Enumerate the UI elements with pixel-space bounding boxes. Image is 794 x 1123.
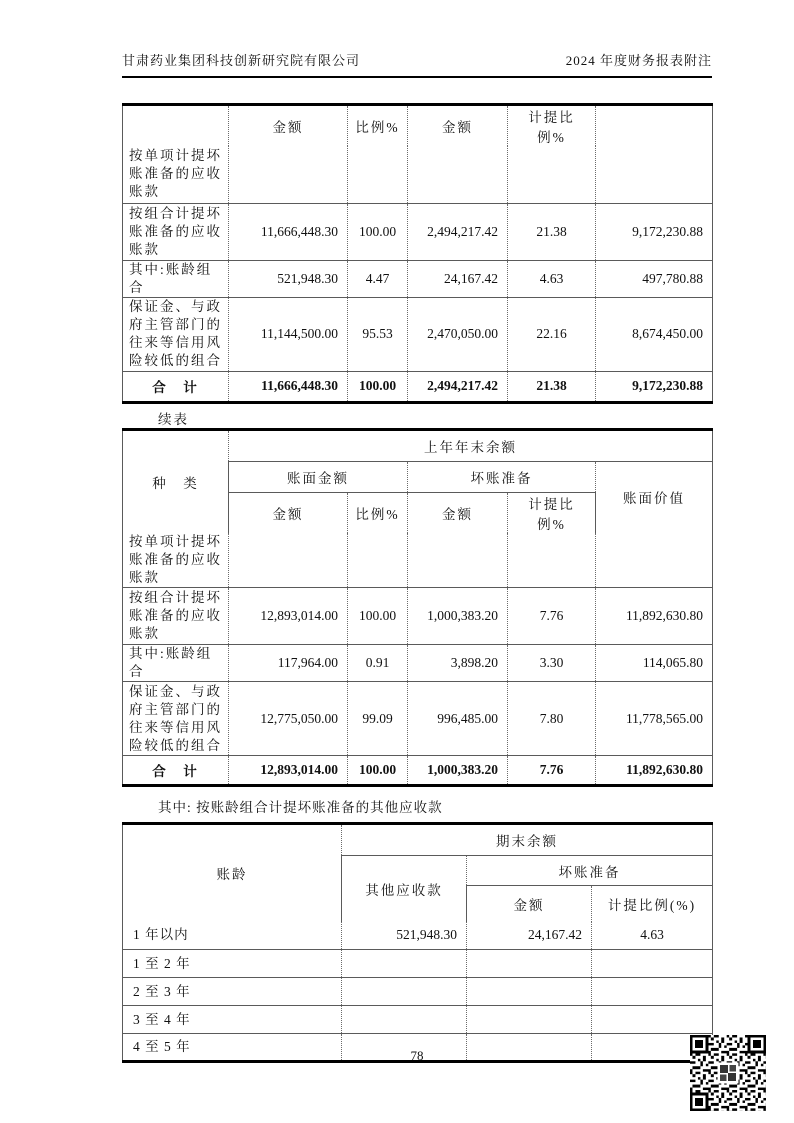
table-row [123, 588, 713, 645]
column-header-amount: 金额 [229, 492, 348, 533]
table-row [123, 645, 713, 682]
column-header-prior-yearend-balance: 上年年末余额 [229, 429, 713, 461]
row-label: 保证金、与政府主管部门的往来等信用风险较低的组合 [123, 297, 229, 371]
column-header-closing-balance: 期末余额 [342, 824, 713, 856]
cell-ratio: 3.30 [508, 645, 596, 682]
cell-amount: 9,172,230.88 [596, 371, 713, 402]
cell-ratio: 4.47 [348, 260, 408, 297]
cell-amount: 114,065.80 [596, 645, 713, 682]
running-header [122, 50, 712, 78]
table-header-row [123, 429, 713, 461]
cell-amount: 996,485.00 [408, 682, 508, 756]
column-header [596, 105, 713, 147]
row-label: 1 至 2 年 [123, 950, 342, 978]
cell-amount: 11,778,565.00 [596, 682, 713, 756]
cell-ratio: 4.63 [592, 922, 713, 950]
cell-ratio: 7.76 [508, 756, 596, 786]
cell-amount [467, 1006, 592, 1034]
column-header-ratio: 比例% [348, 492, 408, 533]
cell-amount [596, 146, 713, 203]
cell-amount: 11,666,448.30 [229, 203, 348, 260]
column-header-other-receivables: 其他应收款 [342, 856, 467, 922]
cell-ratio: 21.38 [508, 203, 596, 260]
cell-ratio [592, 978, 713, 1006]
table-header-row [123, 105, 713, 147]
qr-code [690, 1035, 766, 1111]
row-label-total: 合 计 [123, 756, 229, 786]
table-header-row [123, 824, 713, 856]
cell-amount [408, 533, 508, 588]
cell-amount: 12,893,014.00 [229, 588, 348, 645]
total-row [123, 756, 713, 786]
cell-ratio: 22.16 [508, 297, 596, 371]
cell-amount: 11,892,630.80 [596, 588, 713, 645]
column-header-provision-ratio: 计提比例% [508, 105, 596, 147]
cell-ratio: 4.63 [508, 260, 596, 297]
table-row [123, 682, 713, 756]
row-label: 按单项计提坏账准备的应收账款 [123, 533, 229, 588]
cell-ratio [348, 146, 408, 203]
cell-ratio: 95.53 [348, 297, 408, 371]
receivables-prior-yearend-table [122, 428, 713, 788]
cell-amount: 11,666,448.30 [229, 371, 348, 402]
cell-amount: 11,892,630.80 [596, 756, 713, 786]
row-label: 其中:账龄组合 [123, 260, 229, 297]
cell-ratio: 7.76 [508, 588, 596, 645]
table-row [123, 922, 713, 950]
cell-amount: 2,470,050.00 [408, 297, 508, 371]
column-header [123, 105, 229, 147]
cell-amount [342, 950, 467, 978]
cell-amount [408, 146, 508, 203]
cell-amount: 521,948.30 [229, 260, 348, 297]
cell-ratio: 100.00 [348, 203, 408, 260]
cell-ratio: 21.38 [508, 371, 596, 402]
cell-amount: 24,167.42 [408, 260, 508, 297]
cell-ratio: 7.80 [508, 682, 596, 756]
header-company: 甘肃药业集团科技创新研究院有限公司 [122, 53, 361, 68]
column-header-kind: 种 类 [123, 429, 229, 533]
table-row [123, 260, 713, 297]
column-header-amount: 金额 [408, 492, 508, 533]
column-header-aging: 账龄 [123, 824, 342, 922]
cell-amount [229, 533, 348, 588]
cell-amount: 12,775,050.00 [229, 682, 348, 756]
cell-amount: 3,898.20 [408, 645, 508, 682]
cell-amount [342, 978, 467, 1006]
table-row [123, 146, 713, 203]
table-row [123, 1006, 713, 1034]
row-label: 按组合计提坏账准备的应收账款 [123, 588, 229, 645]
column-header-amount: 金额 [408, 105, 508, 147]
cell-ratio [592, 1006, 713, 1034]
table-row [123, 297, 713, 371]
table-row [123, 203, 713, 260]
table-row [123, 533, 713, 588]
cell-ratio [508, 146, 596, 203]
cell-amount: 117,964.00 [229, 645, 348, 682]
cell-amount: 497,780.88 [596, 260, 713, 297]
cell-ratio: 100.00 [348, 371, 408, 402]
cell-ratio [508, 533, 596, 588]
cell-amount: 2,494,217.42 [408, 371, 508, 402]
cell-amount: 11,144,500.00 [229, 297, 348, 371]
cell-ratio [592, 950, 713, 978]
header-doc-title: 2024 年度财务报表附注 [565, 53, 712, 68]
row-label: 2 至 3 年 [123, 978, 342, 1006]
cell-amount [342, 1006, 467, 1034]
cell-amount: 1,000,383.20 [408, 756, 508, 786]
column-header-amount: 金额 [467, 886, 592, 922]
cell-amount [467, 978, 592, 1006]
row-label: 3 至 4 年 [123, 1006, 342, 1034]
row-label: 1 年以内 [123, 922, 342, 950]
row-label: 按组合计提坏账准备的应收账款 [123, 203, 229, 260]
row-label: 4 至 5 年 [123, 1034, 342, 1062]
column-header-book-amount: 账面金额 [229, 461, 408, 492]
cell-ratio: 100.00 [348, 756, 408, 786]
column-header-book-value: 账面价值 [596, 461, 713, 533]
receivables-yearend-table-continued [122, 103, 713, 404]
cell-amount: 24,167.42 [467, 922, 592, 950]
row-label: 其中:账龄组合 [123, 645, 229, 682]
row-label: 按单项计提坏账准备的应收账款 [123, 146, 229, 203]
row-label: 保证金、与政府主管部门的往来等信用风险较低的组合 [123, 682, 229, 756]
column-header-bad-debt-provision: 坏账准备 [467, 856, 713, 886]
table-row [123, 950, 713, 978]
section-note: 其中: 按账龄组合计提坏账准备的其他应收款 [158, 800, 443, 815]
cell-amount: 9,172,230.88 [596, 203, 713, 260]
cell-amount [596, 533, 713, 588]
cell-amount: 12,893,014.00 [229, 756, 348, 786]
cell-ratio [348, 533, 408, 588]
page-footer [122, 1048, 712, 1064]
cell-ratio: 100.00 [348, 588, 408, 645]
cell-amount: 2,494,217.42 [408, 203, 508, 260]
column-header-bad-debt-provision: 坏账准备 [408, 461, 596, 492]
cell-amount: 521,948.30 [342, 922, 467, 950]
column-header-ratio: 比例% [348, 105, 408, 147]
page-number: 78 [410, 1048, 424, 1063]
cell-ratio: 99.09 [348, 682, 408, 756]
cell-amount [229, 146, 348, 203]
table-row [123, 978, 713, 1006]
cell-amount: 1,000,383.20 [408, 588, 508, 645]
column-header-amount: 金额 [229, 105, 348, 147]
cell-amount: 8,674,450.00 [596, 297, 713, 371]
cell-amount [467, 950, 592, 978]
row-label-total: 合 计 [123, 371, 229, 402]
total-row [123, 371, 713, 402]
qr-center-logo [718, 1063, 739, 1084]
aging-analysis-table [122, 822, 713, 1063]
column-header-provision-ratio: 计提比例(%) [592, 886, 713, 922]
continuation-label: 续表 [158, 411, 189, 427]
cell-ratio: 0.91 [348, 645, 408, 682]
column-header-provision-ratio: 计提比例% [508, 492, 596, 533]
